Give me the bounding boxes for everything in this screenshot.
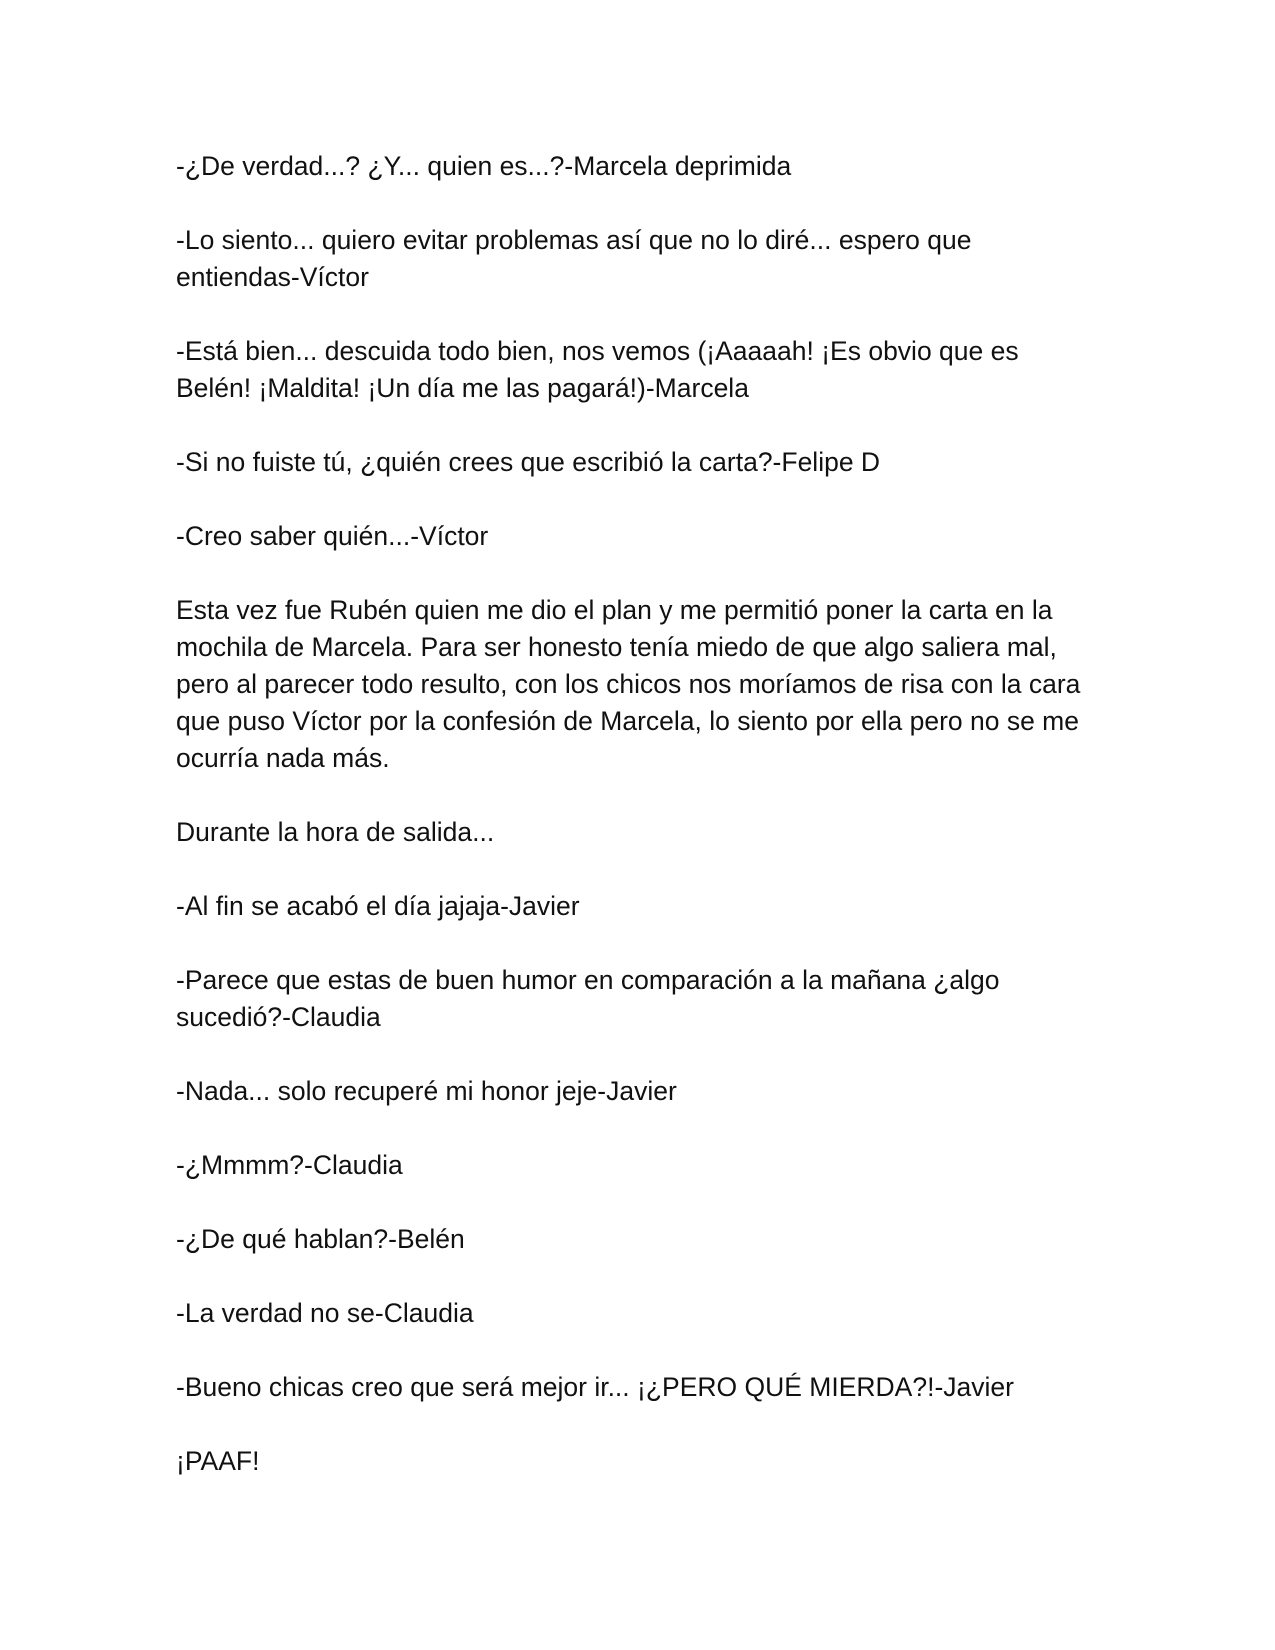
dialogue-line: -¿De qué hablan?-Belén (176, 1224, 465, 1254)
sound-effect-line: ¡PAAF! (176, 1446, 260, 1476)
dialogue-line: -Si no fuiste tú, ¿quién crees que escribió la carta?-Felipe D (176, 447, 881, 477)
dialogue-line: -Parece que estas de buen humor en comparación a la mañana ¿algo sucedió?-Claudia (176, 965, 1000, 1032)
dialogue-line: -Está bien... descuida todo bien, nos vemos (¡Aaaaah! ¡Es obvio que es Belén! ¡Maldita! ¡Un día me las pagará!)-Marcela (176, 336, 1019, 403)
narration-paragraph: Durante la hora de salida... (176, 817, 495, 847)
narration-paragraph: Esta vez fue Rubén quien me dio el plan y me permitió poner la carta en la mochila de Marcela. Para ser honesto tenía miedo de que algo saliera mal, pero al parecer todo resulto, con los chicos nos moríamos de risa con la cara que puso Víctor por la confesión de Marcela, lo siento por ella pero no se me ocurría nada más. (176, 595, 1081, 773)
dialogue-line: -La verdad no se-Claudia (176, 1298, 474, 1328)
dialogue-line: -Lo siento... quiero evitar problemas así que no lo diré... espero que entiendas-Víctor (176, 225, 972, 292)
dialogue-line: -Bueno chicas creo que será mejor ir... ¡¿PERO QUÉ MIERDA?!-Javier (176, 1372, 1014, 1402)
dialogue-line: -¿Mmmm?-Claudia (176, 1150, 403, 1180)
dialogue-line: -Al fin se acabó el día jajaja-Javier (176, 891, 580, 921)
document-body (176, 148, 1096, 1517)
dialogue-line: -¿De verdad...? ¿Y... quien es...?-Marcela deprimida (176, 151, 792, 181)
dialogue-line: -Nada... solo recuperé mi honor jeje-Javier (176, 1076, 677, 1106)
dialogue-line: -Creo saber quién...-Víctor (176, 521, 489, 551)
